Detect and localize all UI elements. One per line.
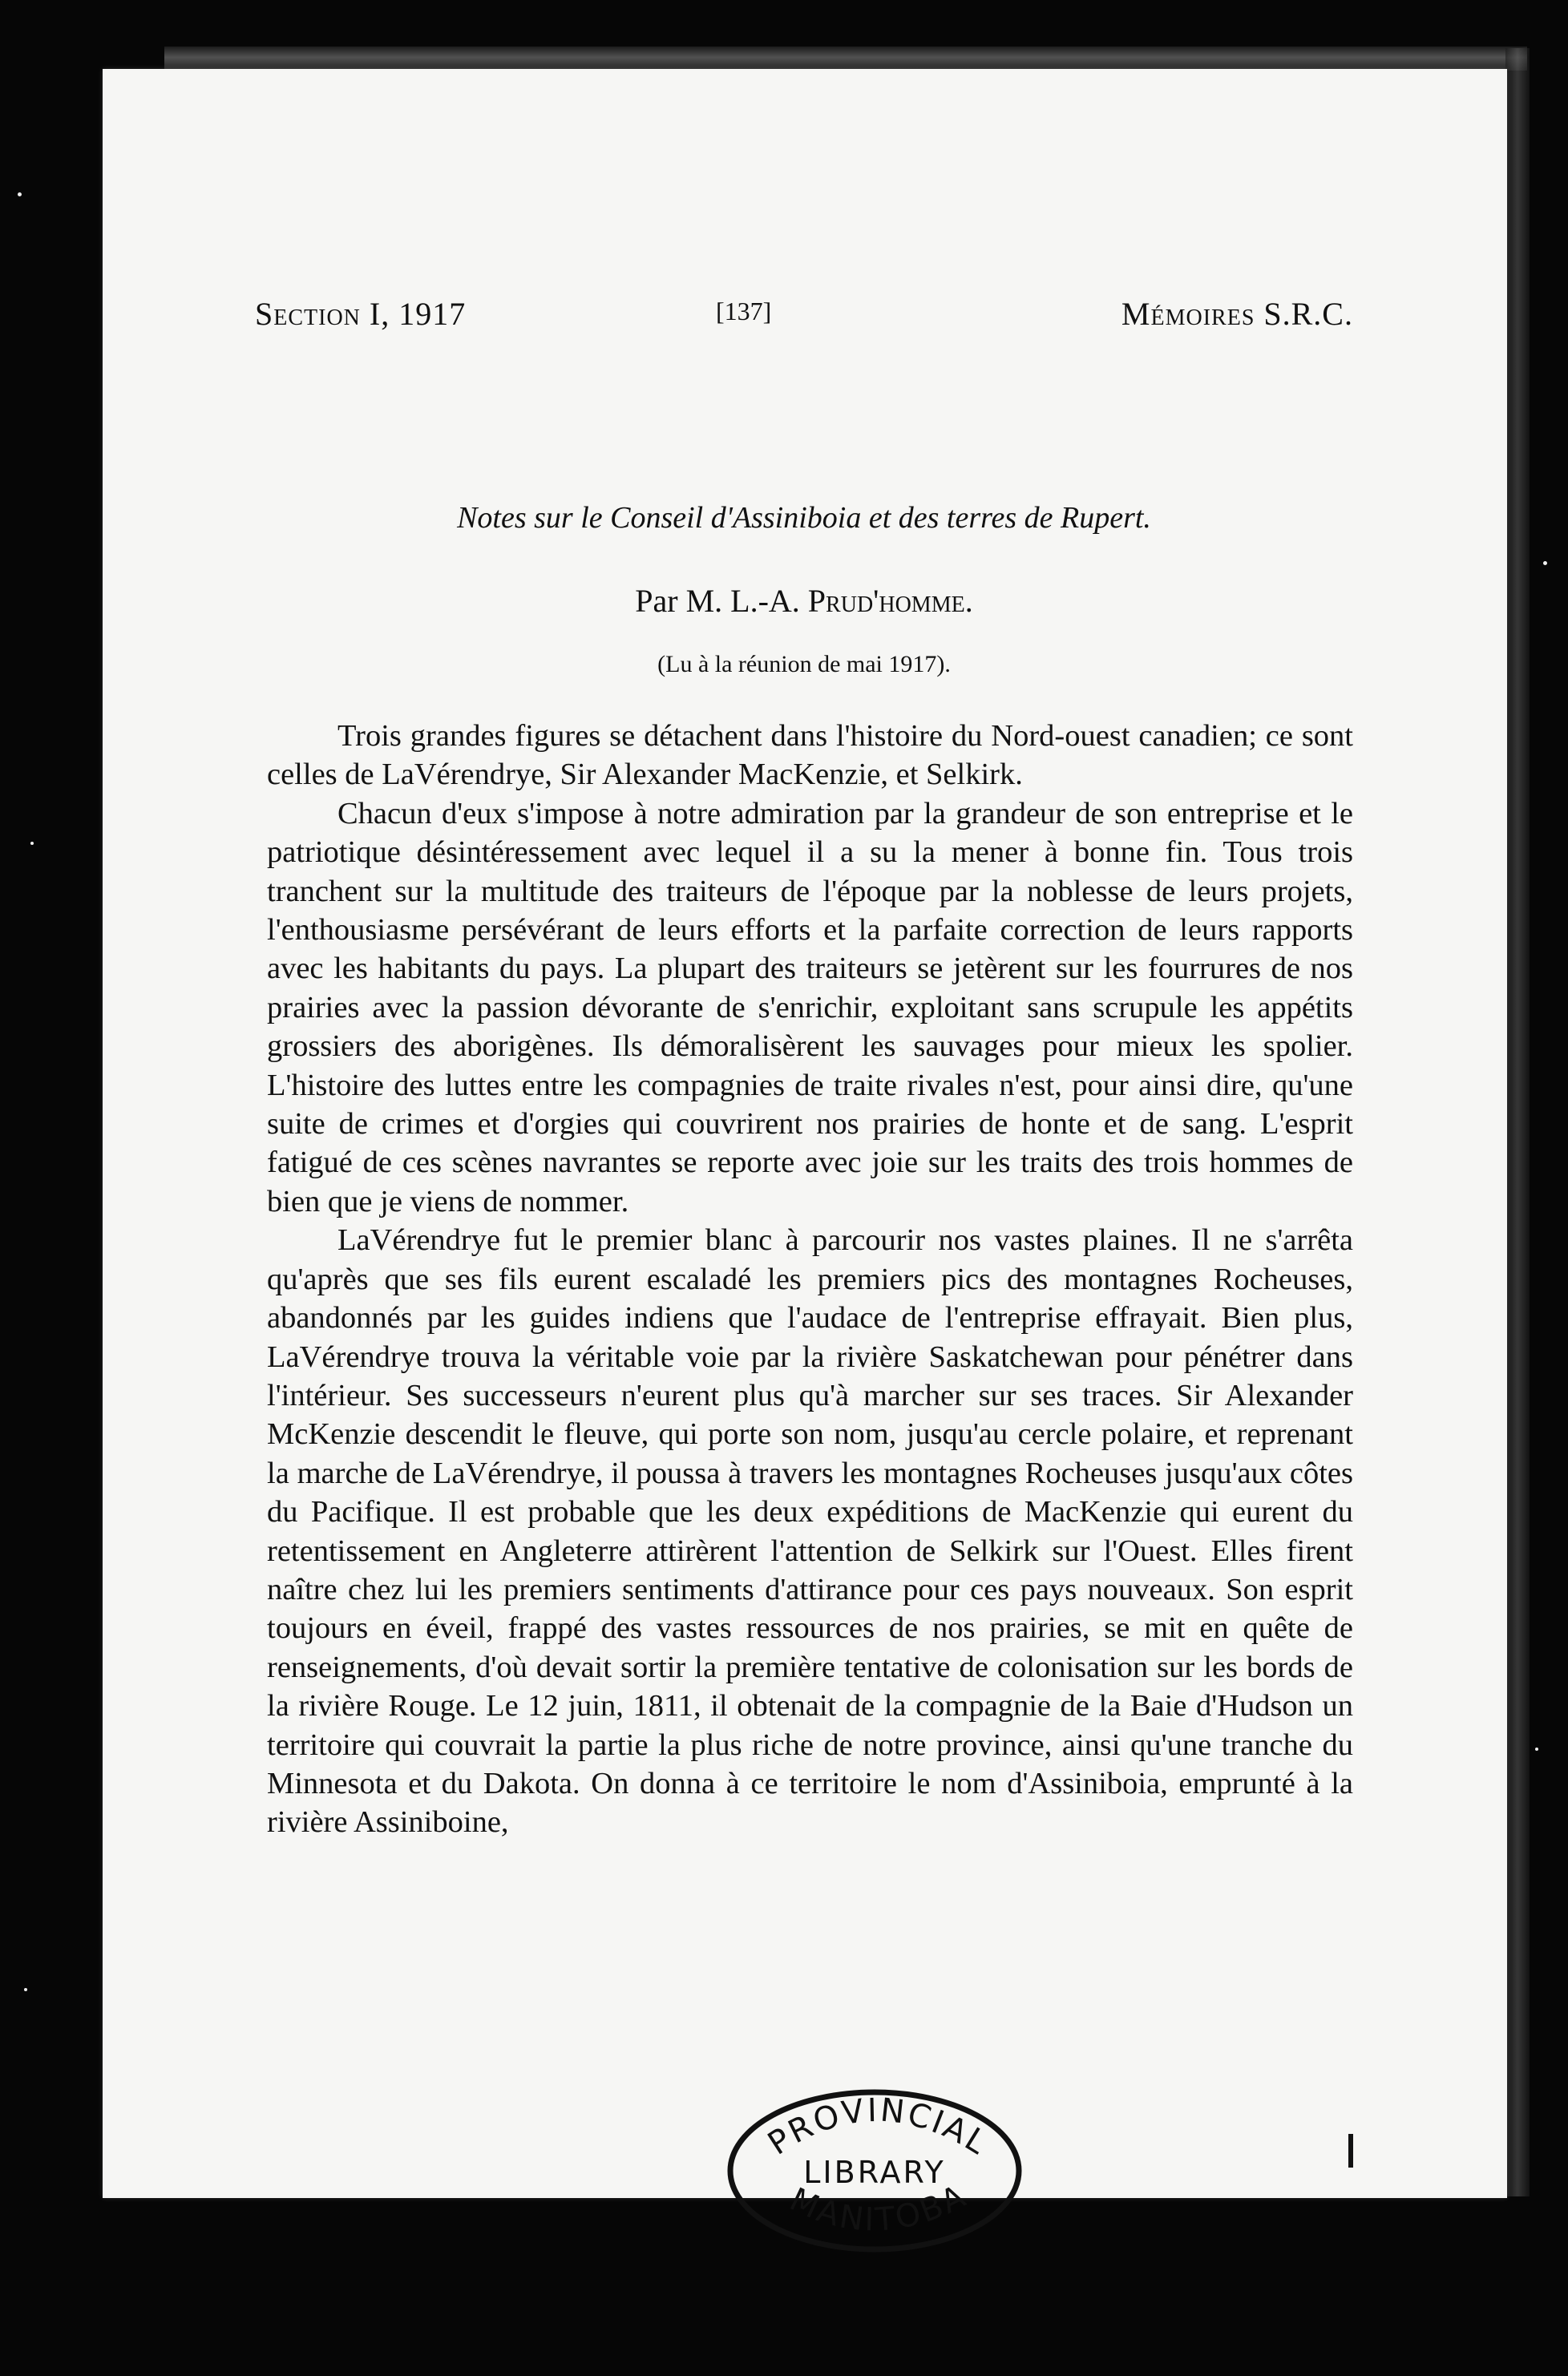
article-title: Notes sur le Conseil d'Assiniboia et des terres de Rupert. (457, 501, 1151, 535)
running-head-section: Section I, 1917 (255, 296, 467, 332)
document-page (103, 69, 1507, 2239)
page-mark (1348, 2134, 1353, 2168)
film-edge-top (164, 46, 1527, 71)
article-author (215, 582, 1393, 620)
paragraph-1: Trois grandes figures se détachent dans l'histoire du Nord-ouest canadien; ce sont celles de LaVérendrye, Sir Alexander MacKenzie, et Selkirk. (267, 719, 1353, 792)
running-head-page-number: [137] (716, 297, 772, 325)
stamp-line-2: LIBRARY (803, 2155, 946, 2190)
running-head (255, 295, 1353, 343)
running-head-journal: Mémoires S.R.C. (1121, 296, 1353, 332)
article-body (267, 717, 1353, 1842)
author-prefix: Par M. (635, 583, 731, 619)
film-edge-right (1505, 48, 1530, 2196)
stamp-graphic (722, 2085, 1027, 2257)
paragraph-3: LaVérendrye fut le premier blanc à parcourir nos vastes plaines. Il ne s'arrêta qu'après que ses fils eurent escaladé les premiers pics des montagnes Rocheuses, abandonnés par les guides indiens que l'audace de l'entreprise effrayait. Bien plus, LaVérendrye trouva la véritable voie par la rivière Saskatchewan pour pénétrer dans l'intérieur. Ses successeurs n'eurent plus qu'à marcher sur ses traces. Sir Alexander McKenzie descendit le fleuve, qui porte son nom, jusqu'au cercle polaire, et reprenant la marche de LaVérendrye, il poussa à travers les montagnes Rocheuses jusqu'aux côtes du Pacifique. Il est probable que les deux expéditions de MacKenzie qui eurent du retentissement en Angleterre attirèrent l'attention de Selkirk sur l'Ouest. Elles firent naître chez lui les premiers sentiments d'attirance pour ces pays nouveaux. Son esprit toujours en éveil, frappé des vastes ressources de nos prairies, se mit en quête de renseignements, d'où devait sortir la première tentative de colonisation sur les bords de la rivière Rouge. Le 12 juin, 1811, il obtenait de la compagnie de la Baie d'Hudson un territoire qui couvrait la partie la plus riche de notre province, ainsi qu'une tranche du Minnesota et du Dakota. On donna à ce territoire le nom d'Assiniboia, emprunté à la rivière Assiniboine, (267, 1223, 1353, 1840)
author-name: L.-A. Prud'homme. (730, 583, 973, 619)
paragraph-2: Chacun d'eux s'impose à notre admiration par la grandeur de son entreprise et le patriotique désintéressement avec lequel il a su la mener à bonne fin. Tous trois tranchent sur la multitude des traiteurs de l'époque par la noblesse de leurs projets, l'enthousiasme persévérant de leurs efforts et la parfaite correction de leurs rapports avec les habitants du pays. La plupart des traiteurs se jetèrent sur les fourrures de nos prairies avec la passion dévorante de s'enrichir, exploitant sans scrupule les appétits grossiers des aborigènes. Ils démoralisèrent les sauvages pour mieux les spolier. L'histoire des luttes entre les compagnies de traite rivales n'est, pour ainsi dire, qu'une suite de crimes et d'orgies qui couvrirent nos prairies de honte et de sang. L'esprit fatigué de ces scènes navrantes se reporte avec joie sur les traits des trois hommes de bien que je viens de nommer. (267, 796, 1353, 1218)
read-note: (Lu à la réunion de mai 1917). (657, 651, 951, 677)
library-stamp (722, 2085, 1027, 2257)
stamp-line-3: MANITOBA (784, 2176, 974, 2239)
stamp-line-1: PROVINCIAL (762, 2091, 996, 2164)
